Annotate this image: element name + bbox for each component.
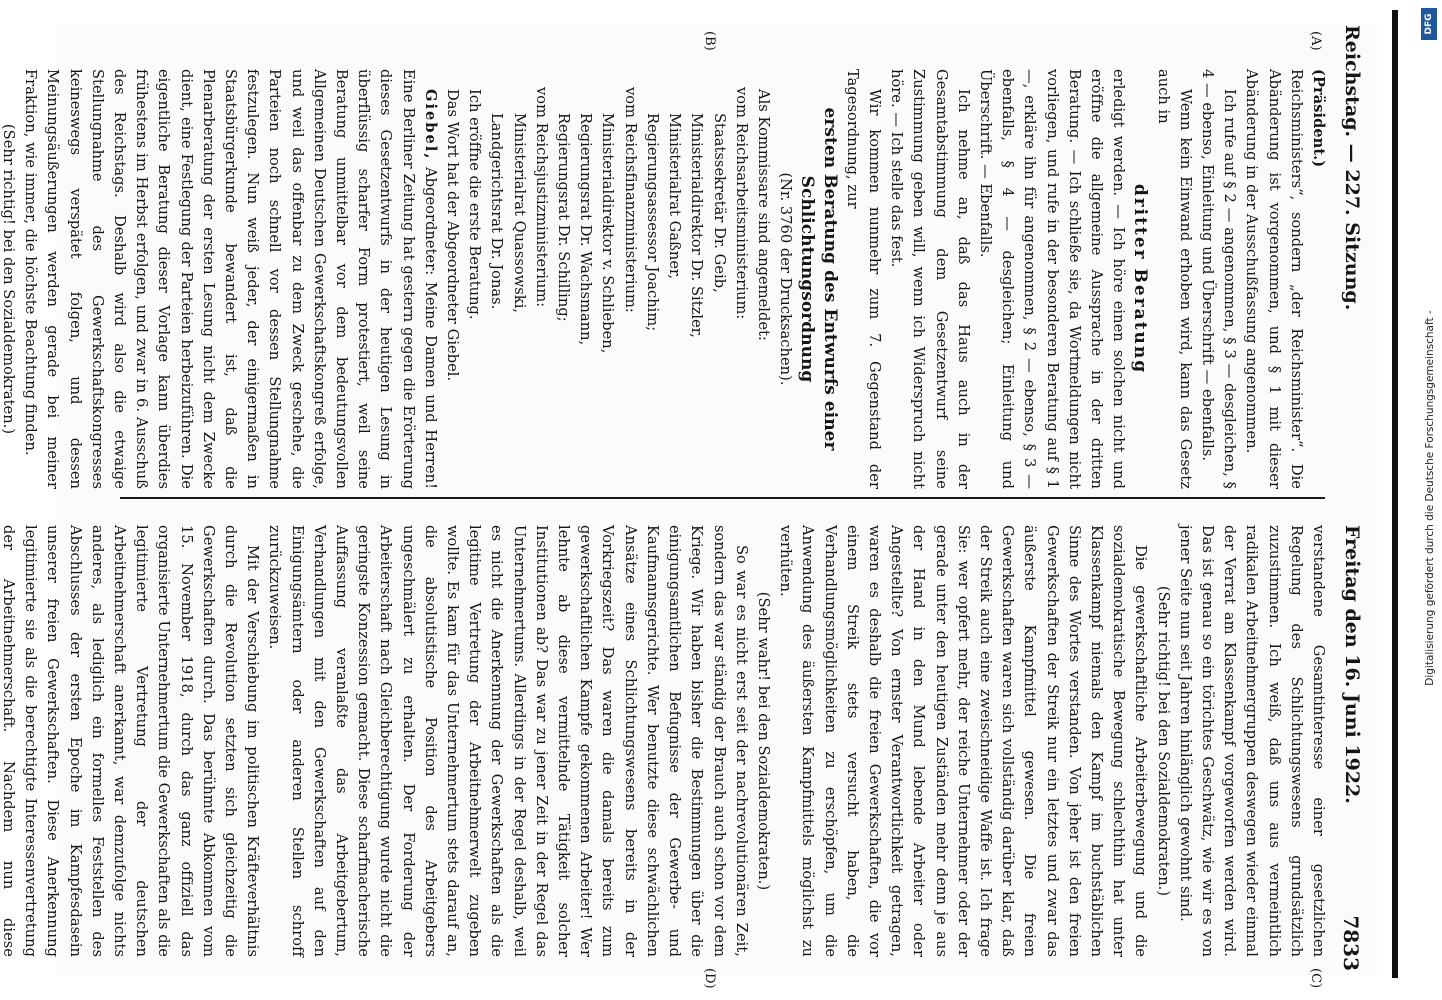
commissioner: Ministerialdirektor v. Schlieben, xyxy=(599,113,617,354)
speech-giebel xyxy=(19,69,441,489)
margin-mark-d: (D) xyxy=(702,968,717,989)
margin-mark-a: (A) xyxy=(1308,31,1323,51)
paragraph: Mit der Verschiebung im politischen Kräfteverhältnis durch die Revolution setzten sich gleichzeitig die Gewerkschaften durch. Das berühmte Abkommen vom 15. November 1918, durch das ganz offiziell das organisierte Unternehmertum die Gewerkschaften als die legitimierte Vertretung der deutschen Arbeitnehmerschaft anerkannt, war demzufolge nichts anderes, als lediglich ein formelles Feststellen des Abschlusses der ersten Epoche im Kampfesdasein unserer freien Gewerkschaften. Diese Anerkennung legitimierte sie als die berechtigte Interessenvertretung der Arbeitnehmerschaft. Nachdem nun diese xyxy=(0,525,262,957)
paragraph: Reichsministers“, sondern „der Reichsminister“. Die Abänderung ist vorgenommen, und § 1 mit dieser Abänderung in der Ausschußfassung angenommen. xyxy=(1243,69,1305,489)
paragraph: Die gewerkschaftliche Arbeiterbewegung und die sozialdemokratische Bewegung schlechthin hat unter Klassenkampf niemals den Kampf im buchstäblichen Sinne des Wortes verstanden. Von jeher ist den freien Gewerkschaften der Streik nur ein letztes und zwar das äußerste Kampfmittel gewesen. Die freien Gewerkschaften waren sich vollständig darüber klar, daß der Streik auch eine zweischneidige Waffe ist. Ich frage Sie: wer opfert mehr, der reiche Unternehmer oder der gerade unter den heutigen Zuständen mehr denn je aus der Hand in den Mund lebende Arbeiter oder Angestellte? Von ernster Verantwortlichkeit getragen, waren es deshalb die freien Gewerkschaften, die vor einem Streik stets versucht haben, die Verhandlungsmöglichkeiten zu erschöpfen, um die Anwendung des äußersten Kampfmittels möglichst zu verhüten. xyxy=(777,525,1150,957)
commissioner: Landgerichtsrat Dr. Jonas. xyxy=(488,113,506,310)
commissioner: Regierungsrat Dr. Schilling; xyxy=(555,113,573,322)
paragraph: verstandene Gesamtinteresse einer gesetzlichen Regelung des Schlichtungswesens grundsätzlich zuzustimmen. Ich weiß, daß uns aus vermeintlich radikalen Arbeitnehmergruppen deswegen wieder einmal der Verrat am Klassenkampf vorgeworfen werden wird. Das ist genau so ein törichtes Geschwätz, wie wir es von jener Seite nun seit Jahren hinlänglich gewohnt sind. xyxy=(1176,525,1327,957)
margin-mark-c: (C) xyxy=(1308,968,1323,989)
credit-text: Digitalisierung gefördert durch die Deutsche Forschungsgemeinschaft - xyxy=(1424,310,1436,686)
column-divider xyxy=(120,497,1325,499)
paragraph: Ich eröffne die erste Beratung. xyxy=(466,89,484,320)
paragraph: Wenn kein Einwand erhoben wird, kann das Gesetz auch in xyxy=(1154,69,1194,489)
header-session: Reichstag. — 227. Sitzung. xyxy=(1341,25,1363,311)
dfg-logo-text: DFG xyxy=(1424,13,1434,35)
ministry-label: vom Reichsfinanzministerium: xyxy=(621,87,639,313)
paragraph: erledigt werden. — Ich höre einen solchen nicht und eröffne die allgemeine Aussprache in der dritten Beratung. — Ich schließe sie, da Wortmeldungen nicht vorliegen, und rufe in der besonderen Beratung auf § 1 —, erkläre ihn für angenommen, § 2 — ebenso, § 3 — ebenfalls, § 4 — desgleichen; Einleitung und Überschrift. — Ebenfalls. xyxy=(976,69,1128,489)
heading-third-reading: dritter Beratung xyxy=(1130,183,1151,375)
commissioner: Staatssekretär Dr. Geib, xyxy=(710,113,728,293)
speech-text: Abgeordneter: Meine Damen und Herren! Eine Berliner Zeitung hat gestern gegen die Erörterung dieses Gesetzentwurfs in der heutigen Lesung in überflüssig scharfer Form protestiert, weil seine Beratung unmittelbar vor dem bedeutungsvollen Allgemeinen Deutschen Gewerkschaftskongreß erfolge, und weil das offenbar zu dem Zweck geschehe, die Parteien noch schnell vor dessen Stellungnahme festzulegen. Nun weiß jeder, der einigermaßen in Staatsbürgerkunde bewandert ist, daß die Plenarberatung der ersten Lesung nicht dem Zwecke dient, eine Festlegung der Parteien herbeizuführen. Die eigentliche Beratung dieser Vorlage kann überdies frühestens im Herbst erfolgen, und zwar in 6. Ausschuß des Reichstags. Deshalb wird also die etwaige Stellungnahme des Gewerkschaftskongresses keineswegs verspätet folgen, und dessen Meinungsäußerungen werden gerade bei meiner Fraktion, wie immer, die höchste Beachtung finden. xyxy=(22,69,439,489)
paragraph: Wir kommen nunmehr zum 7. Gegenstand der Tagesordnung, zur xyxy=(843,69,883,489)
paragraph: Ich nehme an, daß das Haus auch in der Gesamtabstimmung dem Gesetzentwurf seine Zustimmung geben will, wenn ich Widerspruch nicht höre. — Ich stelle das fest. xyxy=(888,69,972,489)
paragraph: Ich rufe auf § 2 — angenommen, § 3 — desgleichen, § 4 — ebenso, Einleitung und Überschrift — ebenfalls. xyxy=(1198,69,1239,489)
ministry-label: vom Reichsjustizministerium: xyxy=(532,87,550,308)
scan-edge-bar xyxy=(1392,10,1398,978)
heading-first-reading-tail: (Nr. 3760 der Drucksachen). xyxy=(777,172,795,386)
dfg-logo xyxy=(1421,8,1437,40)
digitization-credit xyxy=(1418,8,1442,988)
margin-mark-b: (B) xyxy=(702,31,717,51)
paragraph: So war es nicht erst seit der nachrevolutionären Zeit, sondern das war ständig der Brauch auch schon vor dem Kriege. Wir haben bisher die Bestimmungen über die einigungsamtlichen Befugnisse der Gewerbe- und Kaufmannsgerichte. Wer benutzte diese schwächlichen Ansätze eines Schlichtungswesens bereits in der Vorkriegszeit? Das waren die damals bereits zum gewerkschaftlichen Kampfe gekommenen Arbeiter! Wer lehnte ab diese vermittelnde Tätigkeit solcher Institutionen ab? Das war zu jener Zeit in der Regel das Unternehmertums. Allerdings in der Regel deshalb, weil es nicht die Anerkennung der Gewerkschaften als die legitime Vertretung der Arbeitnehmerwelt zugeben wollte. Es kam für das Unternehmertum stets darauf an, die absolutistische Position des Arbeitgebers ungeschmälert zu erhalten. Der Forderung der Arbeiterschaft nach Gleichberechtigung wurde nicht die geringste Konzession gemacht. Diese scharfmacherische Auffassung veranlaßte das Arbeitgebertum, Verhandlungen mit den Gewerkschaften auf den Einigungsämtern oder anderen Stellen schroff zurückzuweisen. xyxy=(266,525,750,957)
right-column xyxy=(0,525,1329,957)
speaker-giebel: Giebel, xyxy=(421,89,439,161)
page-number: 7833 xyxy=(1339,915,1363,971)
header-date: Freitag den 16. Juni 1922. xyxy=(1341,525,1363,804)
heading-first-reading: ersten Beratung des Entwurfs einer Schlichtungsordnung xyxy=(797,107,840,451)
commissioner: Regierungsassessor Joachim; xyxy=(643,113,661,332)
speaker-president: (Präsident.) xyxy=(1310,69,1327,168)
applause-note: (Sehr wahr! bei den Sozialdemokraten.) xyxy=(754,591,772,891)
left-column xyxy=(0,69,1329,489)
commissioner: Ministerialdirektor Dr. Sitzler, xyxy=(688,113,706,338)
commissioner: Regierungsrat Dr. Wachsmann, xyxy=(577,113,595,346)
applause-note: (Sehr richtig! bei den Sozialdemokraten.) xyxy=(1154,585,1172,897)
paragraph: Das Wort hat der Abgeordneter Giebel. xyxy=(444,89,462,382)
commissioner: Ministerialrat Gaßner, xyxy=(666,113,684,280)
page-header xyxy=(1333,25,1377,975)
rotated-newspaper-page xyxy=(0,25,1377,989)
ministry-label: vom Reichsarbeitsministerium: xyxy=(732,87,750,320)
applause-note: (Sehr richtig! bei den Sozialdemokraten.) xyxy=(0,123,18,435)
commissioners-intro: Als Kommissare sind angemeldet: xyxy=(754,89,772,341)
commissioner: Ministerialrat Quassowski, xyxy=(510,113,528,314)
